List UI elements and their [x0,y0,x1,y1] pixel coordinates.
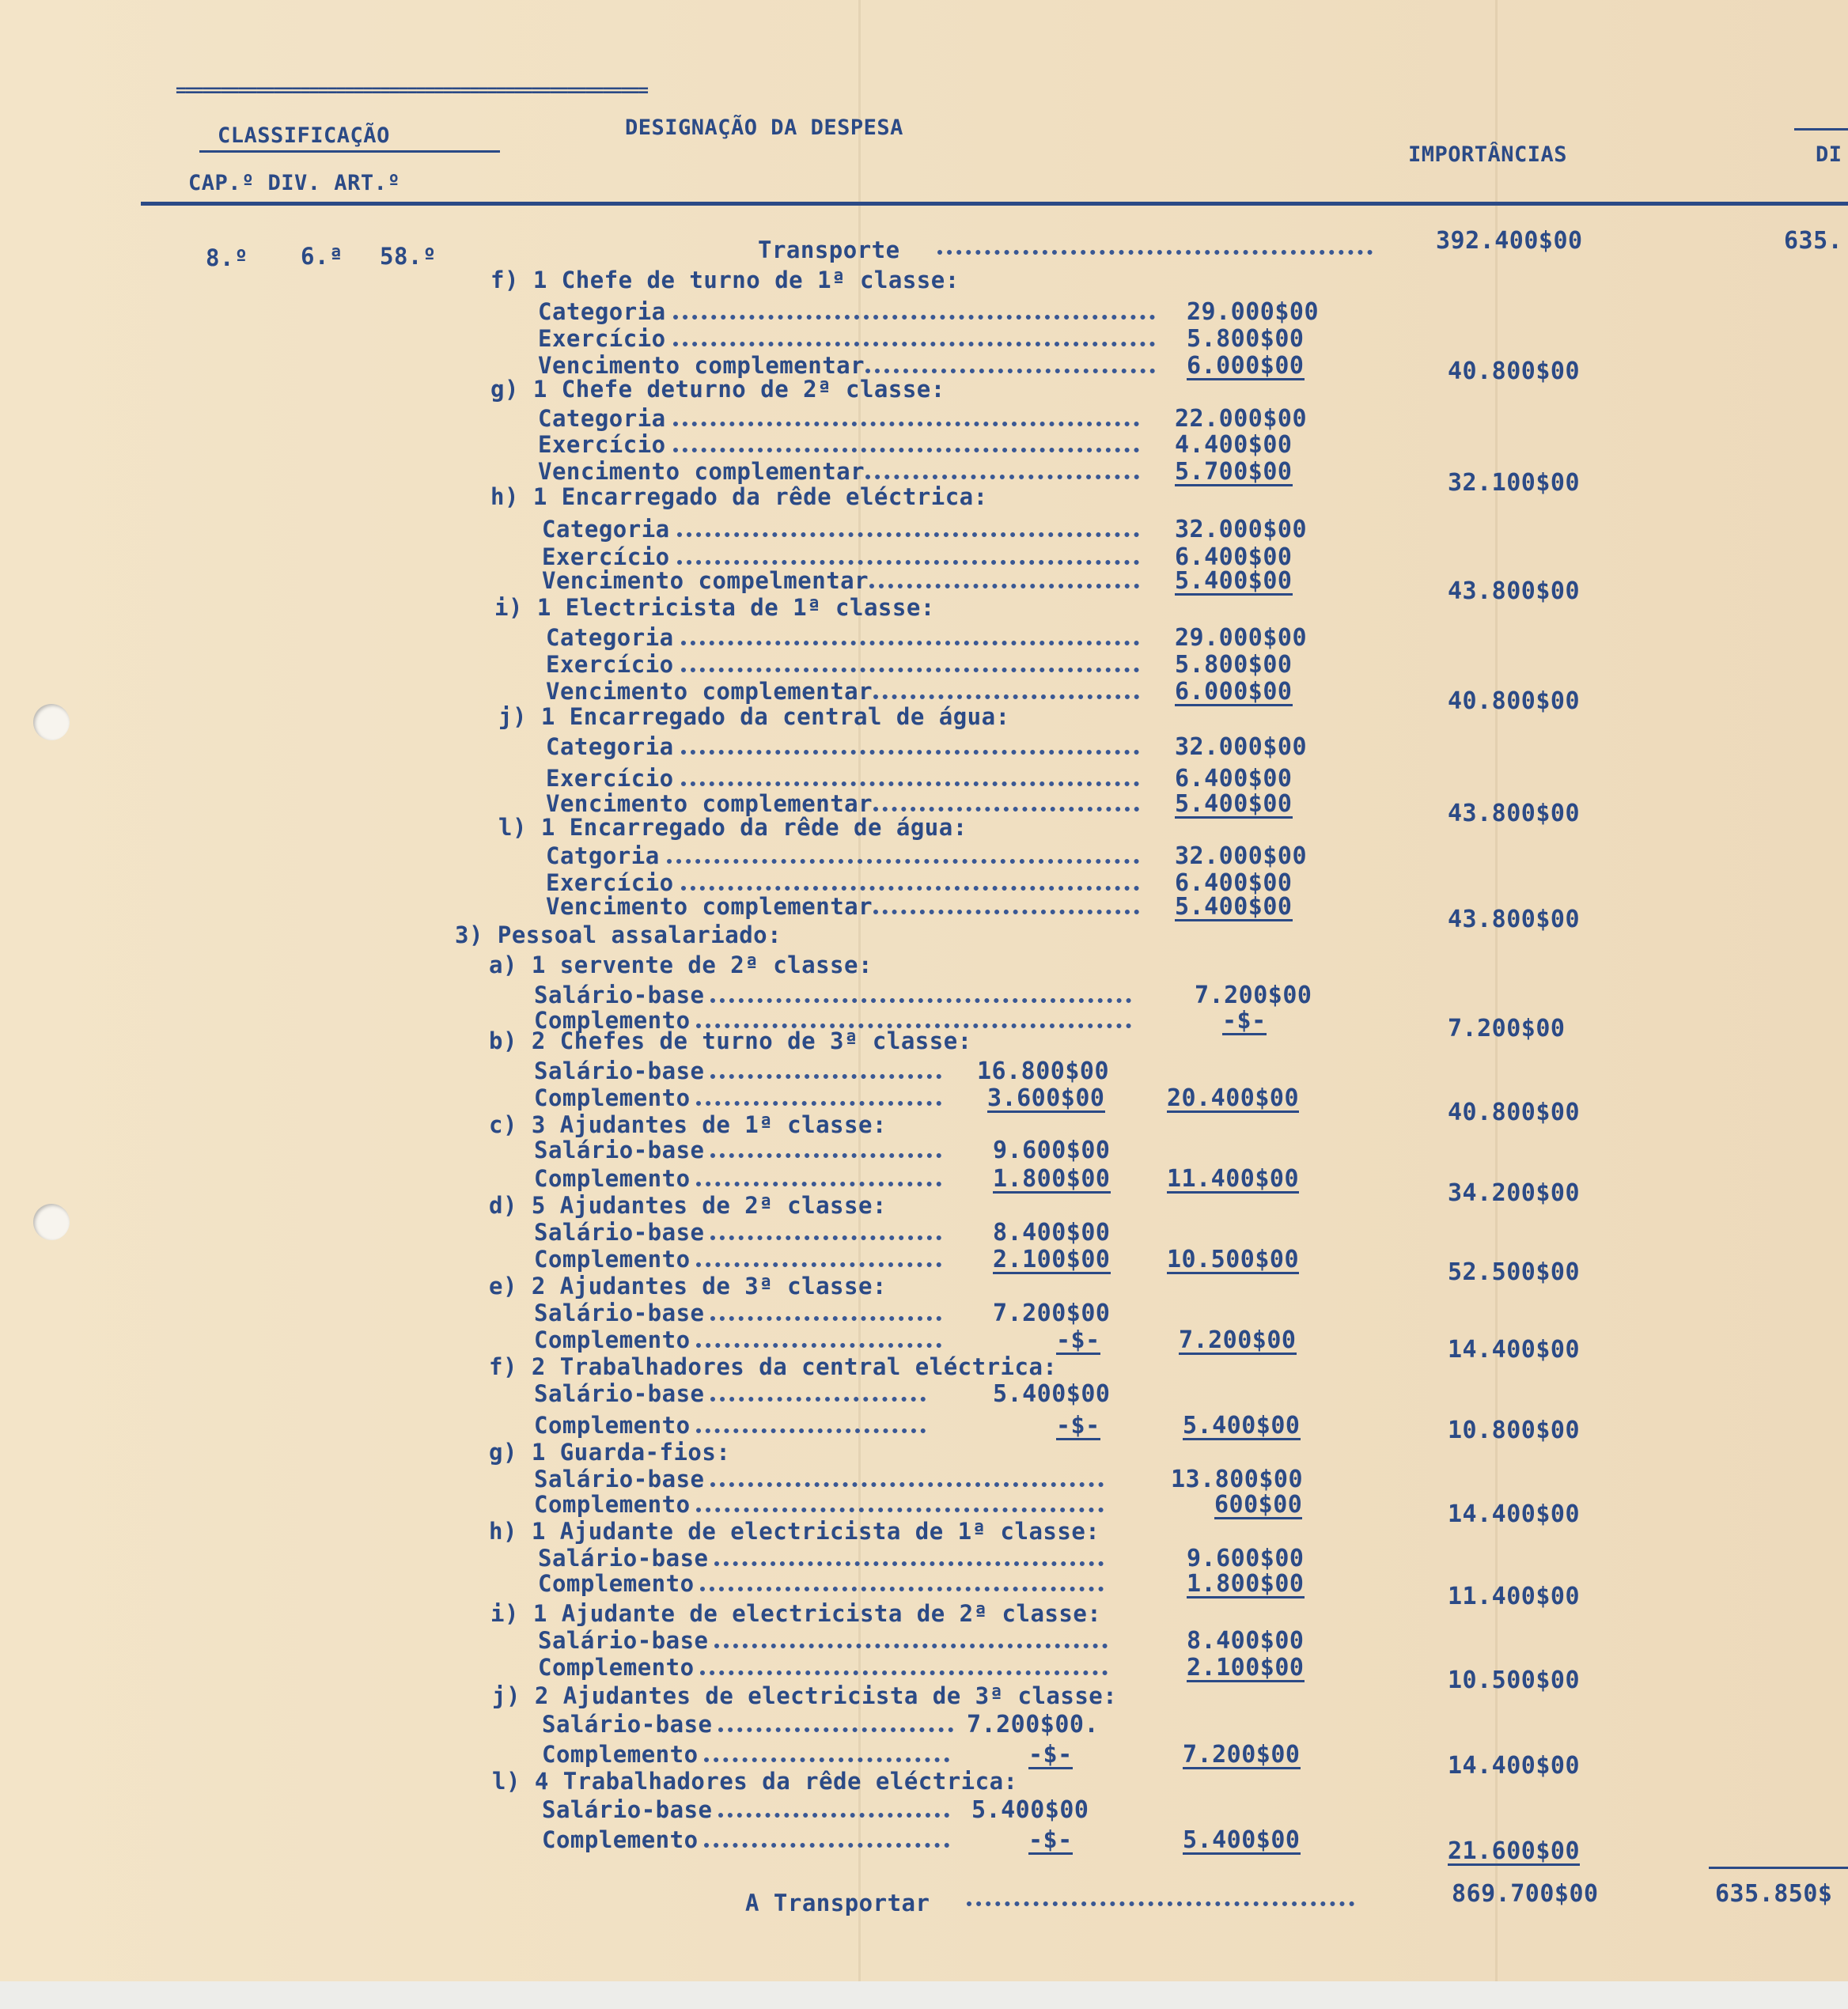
leader-dots [873,690,1139,699]
cap-value: 8.º [206,244,248,271]
line-label: Vencimento complementar [538,352,865,379]
leader-dots [710,1392,926,1402]
line-label: Complemento [534,1084,691,1111]
leader-dots [677,528,1139,537]
line-total: 43.800$00 [1448,577,1581,605]
line-label: Salário-base [534,1137,705,1163]
leader-dots [700,1582,1104,1591]
subitem-value: 5.400$00 [971,1796,1089,1824]
classificacao-heading: CLASSIFICAÇÃO [218,123,390,148]
line-total: 34.200$00 [1448,1179,1581,1207]
punch-hole [33,704,70,740]
art-value: 58.º [380,243,437,270]
line-label: Complemento [538,1570,695,1597]
leader-dots [704,1838,949,1848]
line-label: Complemento [534,1326,691,1353]
leader-dots [673,417,1139,426]
line-label: c) 3 Ajudantes de 1ª classe: [489,1111,887,1138]
leader-dots [873,905,1139,914]
leader-dots [967,1897,1354,1906]
line-label: Complemento [534,1491,691,1518]
line-total: 43.800$00 [1448,906,1581,933]
line-label: Complemento [542,1826,699,1853]
line-label: Complemento [538,1654,695,1681]
item-value: 5.400$00 [1175,893,1293,921]
line-label: Vencimento complementar [546,893,873,920]
item-value: 7.200$00 [1179,1326,1297,1354]
item-value: 32.000$00 [1175,842,1308,870]
leader-dots [937,245,1373,255]
line-label: Salário-base [534,1380,705,1407]
item-value: 5.400$00 [1175,790,1293,818]
leader-dots [673,337,1155,346]
line-label: Vencimento complementar [546,678,873,705]
line-label: b) 2 Chefes de turno de 3ª classe: [489,1027,972,1054]
leader-dots [710,1311,941,1321]
line-total: 21.600$00 [1448,1837,1581,1865]
item-value: -$- [1222,1007,1267,1035]
line-label: Vencimento complementar [546,790,873,817]
line-total: 40.800$00 [1448,358,1581,385]
transporte-next-column: 635. [1784,227,1843,255]
transporte-label: Transporte [758,236,900,263]
item-value: 5.800$00 [1187,325,1305,353]
transporte-total: 392.400$00 [1436,227,1583,255]
item-value: 5.400$00 [1183,1826,1301,1854]
line-label: g) 1 Chefe deturno de 2ª classe: [490,376,945,403]
line-total: 14.400$00 [1448,1752,1581,1780]
line-total: 10.500$00 [1448,1667,1581,1694]
top-rule: ===================================================== [176,82,647,100]
leader-dots [696,1096,941,1106]
line-total: 40.800$00 [1448,1099,1581,1126]
item-value: 6.000$00 [1187,352,1305,380]
leader-dots [714,1639,1108,1648]
line-total: 10.800$00 [1448,1417,1581,1444]
subitem-value: -$- [1028,1741,1073,1769]
importancias-heading: IMPORTÂNCIAS [1408,142,1568,167]
subitem-value: -$- [1056,1412,1100,1440]
line-label: i) 1 Ajudante de electricista de 2ª classe: [490,1600,1102,1627]
subitem-value: 16.800$00 [977,1057,1110,1085]
line-label: Complemento [534,1246,691,1273]
header-underline [199,150,500,153]
line-label: Salário-base [534,1466,705,1493]
subitem-value: 7.200$00 [993,1300,1111,1327]
line-label: Exercício [538,431,666,458]
leader-dots [696,1503,1104,1512]
subitem-value: 7.200$00. [967,1711,1100,1738]
subitem-value: -$- [1056,1326,1100,1354]
leader-dots [869,579,1139,588]
item-value: 13.800$00 [1171,1466,1304,1493]
subitem-value: 2.100$00 [993,1246,1111,1273]
line-total: 40.800$00 [1448,687,1581,715]
a-transportar-next-column: 635.850$ [1715,1880,1833,1908]
leader-dots [873,802,1139,812]
item-value: 7.200$00 [1183,1741,1301,1769]
leader-dots [865,364,1155,373]
item-value: 6.400$00 [1175,869,1293,897]
leader-dots [710,1231,941,1240]
line-label: Complemento [542,1741,699,1768]
line-label: Catgoria [546,842,660,869]
line-label: Exercício [546,765,674,792]
item-value: 6.400$00 [1175,543,1293,571]
item-value: 32.000$00 [1175,733,1308,761]
item-value: 22.000$00 [1175,405,1308,433]
div-value: 6.ª [301,243,343,270]
line-label: d) 5 Ajudantes de 2ª classe: [489,1192,887,1219]
line-label: Categoria [538,405,666,432]
line-label: Complemento [534,1165,691,1192]
item-value: 10.500$00 [1167,1246,1300,1273]
item-value: 1.800$00 [1187,1570,1305,1598]
item-value: 29.000$00 [1187,298,1320,326]
line-label: Salário-base [534,1219,705,1246]
item-value: 5.800$00 [1175,651,1293,679]
item-value: 32.000$00 [1175,516,1308,543]
item-value: 11.400$00 [1167,1165,1300,1193]
leader-dots [710,1148,941,1158]
leader-dots [704,1753,949,1762]
leader-dots [718,1808,949,1818]
leader-dots [696,1258,941,1267]
line-label: Exercício [546,869,674,896]
line-label: Salário-base [534,1057,705,1084]
a-transportar-total: 869.700$00 [1452,1880,1599,1908]
line-label: Exercício [538,325,666,352]
line-label: f) 1 Chefe de turno de 1ª classe: [490,267,960,293]
leader-dots [667,854,1139,864]
item-value: 7.200$00 [1195,982,1312,1009]
next-column-rule [1709,1867,1848,1869]
line-label: i) 1 Electricista de 1ª classe: [494,594,935,621]
line-label: Salário-base [538,1545,709,1572]
header-rule [141,202,1848,206]
subitem-value: 9.600$00 [993,1137,1111,1164]
item-value: 20.400$00 [1167,1084,1300,1112]
line-label: Exercício [546,651,674,678]
line-label: Categoria [546,624,674,651]
designacao-heading: DESIGNAÇÃO DA DESPESA [625,115,903,140]
line-label: Salário-base [538,1627,709,1654]
item-value: 5.700$00 [1175,458,1293,486]
line-total: 14.400$00 [1448,1336,1581,1364]
next-column-rule [1794,128,1848,131]
leader-dots [677,555,1139,565]
line-total: 7.200$00 [1448,1015,1566,1042]
leader-dots [696,1177,941,1186]
line-label: l) 1 Encarregado da rêde de água: [498,814,968,841]
item-value: 5.400$00 [1183,1412,1301,1440]
leader-dots [681,777,1139,786]
punch-hole [33,1204,70,1240]
line-label: j) 1 Encarregado da central de água: [498,703,1010,730]
item-value: 600$00 [1214,1491,1303,1519]
item-value: 2.100$00 [1187,1654,1305,1682]
line-total: 43.800$00 [1448,800,1581,827]
line-label: h) 1 Encarregado da rêde eléctrica: [490,483,988,510]
line-total: 52.500$00 [1448,1258,1581,1286]
item-value: 6.000$00 [1175,678,1293,706]
leader-dots [710,993,1131,1003]
leader-dots [718,1723,953,1732]
leader-dots [673,443,1139,452]
line-total: 14.400$00 [1448,1500,1581,1528]
leader-dots [681,745,1139,755]
subitem-value: 3.600$00 [987,1084,1105,1112]
line-label: 3) Pessoal assalariado: [455,921,782,948]
line-label: Categoria [546,733,674,760]
line-total: 32.100$00 [1448,469,1581,497]
line-label: Categoria [538,298,666,325]
leader-dots [696,1338,941,1348]
line-label: l) 4 Trabalhadores da rêde eléctrica: [492,1768,1018,1795]
line-label: Salário-base [534,1300,705,1326]
line-label: h) 1 Ajudante de electricista de 1ª classe: [489,1518,1100,1545]
item-value: 9.600$00 [1187,1545,1305,1572]
item-value: 5.400$00 [1175,567,1293,595]
leader-dots [681,663,1139,672]
leader-dots [673,310,1155,320]
line-label: Salário-base [534,982,705,1008]
line-total: 11.400$00 [1448,1583,1581,1610]
leader-dots [700,1666,1108,1675]
leader-dots [714,1557,1104,1566]
line-label: Complemento [534,1412,691,1439]
subitem-value: 5.400$00 [993,1380,1111,1408]
line-label: f) 2 Trabalhadores da central eléctrica: [489,1353,1058,1380]
next-column-heading: DI [1816,142,1842,167]
line-label: Salário-base [542,1796,713,1823]
item-value: 8.400$00 [1187,1627,1305,1655]
line-label: e) 2 Ajudantes de 3ª classe: [489,1273,887,1300]
scan-margin [0,1981,1848,2009]
item-value: 29.000$00 [1175,624,1308,652]
a-transportar-label: A Transportar [745,1890,930,1916]
leader-dots [681,881,1139,891]
subitem-value: 8.400$00 [993,1219,1111,1247]
line-label: Vencimento complementar [538,458,865,485]
line-label: Vencimento compelmentar [542,567,869,594]
subitem-value: 1.800$00 [993,1165,1111,1193]
line-label: Salário-base [542,1711,713,1738]
leader-dots [710,1069,941,1079]
line-label: a) 1 servente de 2ª classe: [489,952,873,978]
leader-dots [865,470,1139,479]
column-headings: CAP.º DIV. ART.º [188,171,401,195]
line-label: j) 2 Ajudantes de electricista de 3ª classe: [492,1682,1118,1709]
line-label: Exercício [542,543,670,570]
line-label: Categoria [542,516,670,543]
leader-dots [681,636,1139,645]
item-value: 4.400$00 [1175,431,1293,459]
subitem-value: -$- [1028,1826,1073,1854]
leader-dots [696,1424,926,1433]
line-label: Complemento [534,1007,691,1034]
leader-dots [710,1477,1104,1487]
item-value: 6.400$00 [1175,765,1293,793]
line-label: g) 1 Guarda-fios: [489,1439,731,1466]
